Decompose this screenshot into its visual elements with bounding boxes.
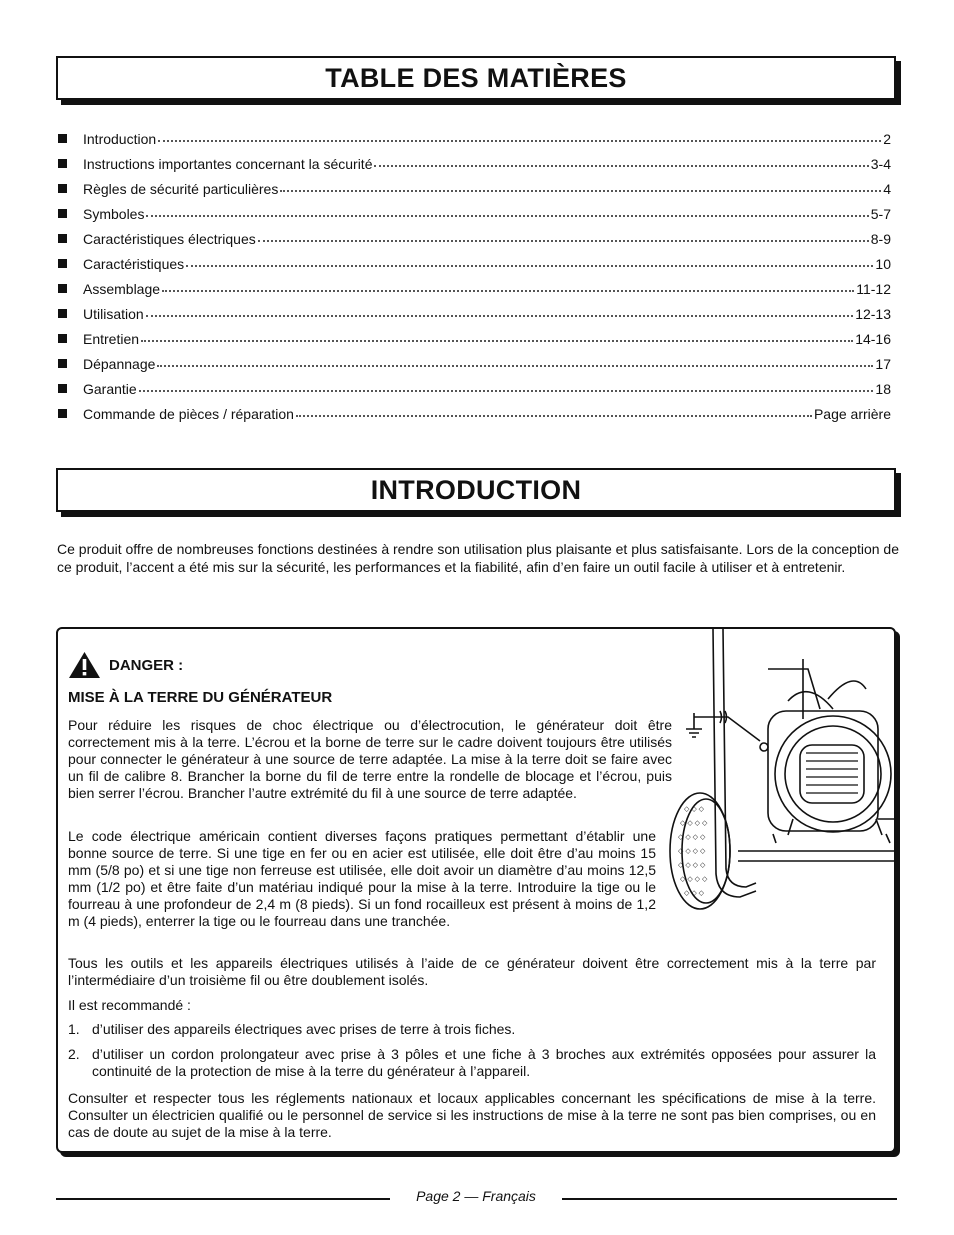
toc-item-page: 10 <box>875 256 891 272</box>
list-number: 1. <box>68 1021 80 1037</box>
toc-item-title: Dépannage <box>83 356 156 372</box>
footer-rule-left <box>56 1198 390 1200</box>
toc-item <box>58 372 891 397</box>
toc-item <box>58 397 891 422</box>
svg-text:◇ ◇ ◇: ◇ ◇ ◇ <box>684 890 705 897</box>
danger-box <box>56 627 896 1153</box>
toc-leader-dots <box>158 140 881 142</box>
toc-item-page: 8-9 <box>870 231 891 247</box>
svg-text:◇ ◇ ◇ ◇: ◇ ◇ ◇ ◇ <box>680 820 708 827</box>
toc-leader-dots <box>296 415 812 417</box>
list-item-1 <box>68 1021 876 1038</box>
danger-header <box>68 651 183 679</box>
toc-item-title: Assemblage <box>83 281 161 297</box>
toc-item-title: Symboles <box>83 206 145 222</box>
toc-leader-dots <box>162 290 854 292</box>
toc-leader-dots <box>280 190 881 192</box>
toc-title: TABLE DES MATIÈRES <box>325 63 627 93</box>
toc-leader-dots <box>139 390 874 392</box>
svg-text:◇ ◇ ◇ ◇: ◇ ◇ ◇ ◇ <box>678 834 706 841</box>
toc-item-page: 12-13 <box>855 306 891 322</box>
intro-paragraph: Ce produit offre de nombreuses fonctions destinées à rendre son utilisation plus plaisante et plus satisfaisante. Lors de la conception de ce produit, l’accent a été mis sur la sécurité, les performances et la fiabilité, afin d’en faire un outil facile à utiliser et à entretenir. <box>57 541 899 575</box>
footer-rule-right <box>562 1198 897 1200</box>
paragraph-4: Il est recommandé : <box>68 997 191 1013</box>
bullet-icon <box>58 209 67 218</box>
toc-item <box>58 297 891 322</box>
toc-item-page: 17 <box>875 356 891 372</box>
toc-item-page: 3-4 <box>870 156 891 172</box>
list-item-2 <box>68 1046 876 1080</box>
svg-text:◇ ◇ ◇: ◇ ◇ ◇ <box>684 806 705 813</box>
bullet-icon <box>58 334 67 343</box>
bullet-icon <box>58 309 67 318</box>
svg-text:◇ ◇ ◇ ◇: ◇ ◇ ◇ ◇ <box>678 862 706 869</box>
toc-item <box>58 222 891 247</box>
intro-title: INTRODUCTION <box>370 475 582 505</box>
bullet-icon <box>58 234 67 243</box>
paragraph-5: Consulter et respecter tous les réglements nationaux et locaux applicables concernant les spécifications de mise à la terre. Consulter un électricien qualifié ou le personnel de service si les instructions de mise à la terre ne sont pas bien comprises, ou en cas de doute au sujet de la mise à la terre. <box>68 1090 876 1140</box>
toc-leader-dots <box>157 365 873 367</box>
toc-leader-dots <box>146 215 868 217</box>
toc-list <box>58 122 891 422</box>
toc-item-title: Entretien <box>83 331 140 347</box>
bullet-icon <box>58 134 67 143</box>
bullet-icon <box>58 184 67 193</box>
toc-item-title: Introduction <box>83 131 157 147</box>
svg-text:◇ ◇ ◇ ◇: ◇ ◇ ◇ ◇ <box>680 876 708 883</box>
bullet-icon <box>58 384 67 393</box>
toc-item-page: 14-16 <box>855 331 891 347</box>
paragraph-2: Le code électrique américain contient diverses façons pratiques permettant d’établir une bonne source de terre. Si une tige en fer ou en acier est utilisée, elle doit être d’au moins 15 mm (5/8 po) et si une tige non ferreuse est utilisée, elle doit avoir un diamètre d’au moins 12,5 mm (1/2 po) et être faite d’un matériau indiqué pour la mise à la terre. Introduire la tige ou le fourreau à une profondeur de 2,4 m (8 pieds). Si un fond rocailleux est présent à moins de 1,2 m (4 pieds), enterrer la tige ou le fourreau dans une tranchée. <box>68 828 656 929</box>
toc-leader-dots <box>146 315 853 317</box>
toc-item <box>58 172 891 197</box>
toc-item-title: Règles de sécurité particulières <box>83 181 279 197</box>
footer-text: Page 2 — Français <box>416 1188 536 1204</box>
toc-item <box>58 122 891 147</box>
bullet-icon <box>58 409 67 418</box>
paragraph-1: Pour réduire les risques de choc électrique ou d’électrocution, le générateur doit être correctement mis à la terre. L’écrou et la borne de terre sur le cadre doivent toujours être utilisés pour connecter le générateur à une source de terre adaptée. La mise à la terre doit se faire avec un fil de calibre 8. Brancher la borne du fil de terre entre la rondelle de blocage et l’écrou, puis bien serrer l’écrou. Brancher l’autre extrémité du fil à une source de terre adaptée. <box>68 717 672 801</box>
bullet-icon <box>58 259 67 268</box>
toc-item-page: 4 <box>883 181 891 197</box>
list-text: d’utiliser des appareils électriques avec prises de terre à trois fiches. <box>92 1021 516 1037</box>
danger-label: DANGER : <box>109 656 184 674</box>
toc-item-page: 2 <box>883 131 891 147</box>
toc-item-page: Page arrière <box>813 406 891 422</box>
toc-leader-dots <box>374 165 868 167</box>
toc-item <box>58 147 891 172</box>
toc-item <box>58 272 891 297</box>
toc-item <box>58 347 891 372</box>
toc-item-page: 18 <box>875 381 891 397</box>
bullet-icon <box>58 284 67 293</box>
toc-item-title: Caractéristiques électriques <box>83 231 256 247</box>
toc-banner <box>56 56 896 100</box>
toc-item-title: Utilisation <box>83 306 144 322</box>
toc-item-title: Garantie <box>83 381 137 397</box>
warning-icon <box>68 651 101 679</box>
toc-item <box>58 197 891 222</box>
toc-leader-dots <box>258 240 869 242</box>
list-number: 2. <box>68 1046 80 1062</box>
toc-leader-dots <box>186 265 873 267</box>
toc-item-page: 5-7 <box>870 206 891 222</box>
section-title: MISE À LA TERRE DU GÉNÉRATEUR <box>68 689 333 706</box>
toc-item-title: Instructions importantes concernant la sécurité <box>83 156 373 172</box>
toc-item-title: Caractéristiques <box>83 256 185 272</box>
toc-item <box>58 322 891 347</box>
bullet-icon <box>58 359 67 368</box>
page-footer <box>56 1188 897 1208</box>
toc-leader-dots <box>141 340 853 342</box>
toc-item-title: Commande de pièces / réparation <box>83 406 294 422</box>
toc-item <box>58 247 891 272</box>
bullet-icon <box>58 159 67 168</box>
intro-banner <box>56 468 896 512</box>
generator-grounding-illustration <box>628 629 900 919</box>
toc-item-page: 11-12 <box>856 281 891 297</box>
svg-text:◇ ◇ ◇ ◇: ◇ ◇ ◇ ◇ <box>678 848 706 855</box>
paragraph-3: Tous les outils et les appareils électriques utilisés à l’aide de ce générateur doivent être correctement mis à la terre par l’intermédiaire d’un troisième fil ou être doublement isolés. <box>68 955 876 988</box>
list-text: d’utiliser un cordon prolongateur avec prise à 3 pôles et une fiche à 3 broches aux extrémités opposées pour assurer la continuité de la protection de mise à la terre du générateur à l’appareil. <box>92 1046 876 1079</box>
